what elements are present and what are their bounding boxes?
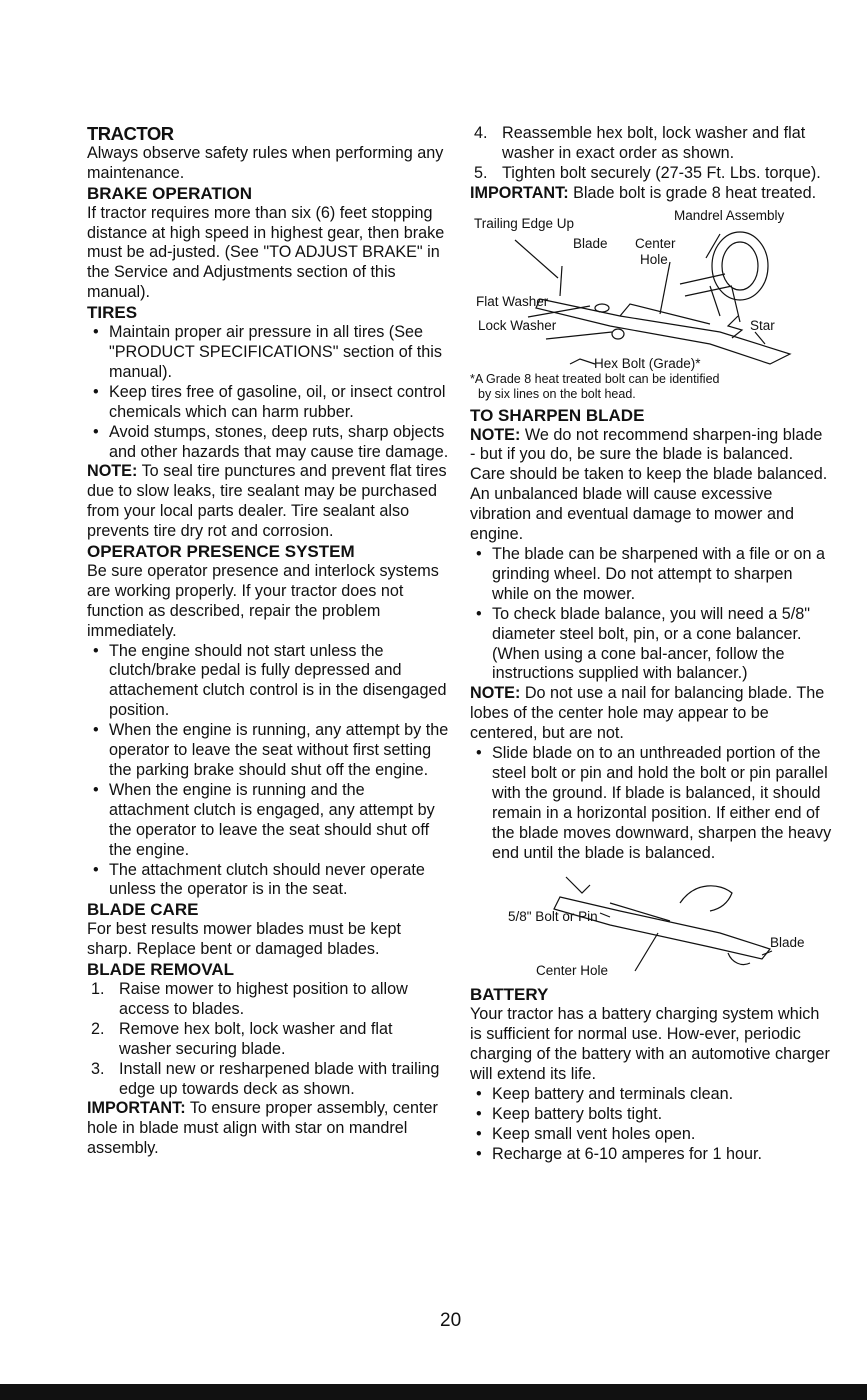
list-item: • The engine should not start unless the clutch/brake pedal is fully depressed and attachement clutch control is in the disengaged position. — [87, 642, 449, 722]
right-column — [470, 124, 832, 1165]
step-text: Install new or resharpened blade with trailing edge up towards deck as shown. — [119, 1059, 440, 1098]
ops-bullets — [87, 642, 449, 901]
list-item: • The blade can be sharpened with a file or on a grinding wheel. Do not attempt to sharpen while on the mower. — [470, 545, 832, 605]
battery-heading: BATTERY — [470, 985, 549, 1005]
hex-bolt-label: Hex Bolt (Grade)* — [594, 355, 701, 371]
list-item: • Avoid stumps, stones, deep ruts, sharp objects and other hazards that may cause tire damage. — [87, 423, 449, 463]
bolt-pin-label: 5/8" Bolt or Pin — [508, 909, 598, 925]
sharpen-text: Care should be taken to keep the blade balanced. An unbalanced blade will cause excessive vibration and eventual damage to mower and engine. — [470, 465, 828, 544]
list-item: • The attachment clutch should never operate unless the operator is in the seat. — [87, 861, 449, 901]
list-item: • Slide blade on to an unthreaded portion of the steel bolt or pin and hold the bolt or pin parallel with the ground. If blade is balanced, it should remain in a horizontal position. If either end of the blade moves downward, sharpen the heavy end until the blade is balanced. — [470, 744, 832, 863]
tractor-heading: TRACTOR — [87, 123, 174, 144]
list-item: • Recharge at 6-10 amperes for 1 hour. — [470, 1145, 832, 1165]
note-text: Do not use a nail for balancing blade. The lobes of the center hole may appear to be centered, but are not. — [470, 684, 825, 743]
center-hole-label-1: Center — [635, 235, 676, 251]
tires-bullets — [87, 323, 449, 462]
blade-removal-heading: BLADE REMOVAL — [87, 960, 235, 980]
bolt-pin-shape — [610, 903, 670, 921]
brake-text: If tractor requires more than six (6) feet stopping distance at high speed in highest gear, then brake must be ad-justed. (See "TO ADJUST BRAKE" in the Service and Adjustments section of this manual). — [87, 203, 445, 302]
trailing-edge-label: Trailing Edge Up — [474, 215, 575, 231]
balance-note — [470, 684, 832, 744]
important-note — [87, 1099, 449, 1159]
flat-washer-label: Flat Washer — [476, 293, 549, 309]
blade-edge — [620, 304, 710, 324]
list-item — [470, 124, 832, 164]
list-item — [87, 1020, 449, 1060]
blade-care-text: For best results mower blades must be kept sharp. Replace bent or damaged blades. — [87, 920, 401, 959]
mandrel-label: Mandrel Assembly — [674, 207, 785, 223]
blade-label: Blade — [770, 935, 805, 951]
step-number: 5. — [474, 163, 488, 182]
list-item: • When the engine is running and the attachment clutch is engaged, any attempt by the operator to leave the seat should shut off the engine. — [87, 781, 449, 861]
left-column — [87, 124, 449, 1159]
list-item — [87, 980, 449, 1020]
step-number: 4. — [474, 124, 488, 142]
step-text: Raise mower to highest position to allow access to blades. — [119, 979, 408, 1018]
important-text: Blade bolt is grade 8 heat treated. — [568, 183, 817, 202]
lock-washer — [612, 329, 624, 339]
center-hole-label: Center Hole — [536, 963, 609, 979]
tractor-intro: Always observe safety rules when performing any maintenance. — [87, 143, 444, 182]
flat-washer — [595, 304, 609, 312]
list-item: • Keep tires free of gasoline, oil, or insect control chemicals which can harm rubber. — [87, 383, 449, 423]
list-item: • Keep battery and terminals clean. — [470, 1085, 832, 1105]
sharpen-bullets — [470, 545, 832, 684]
step-number: 1. — [91, 979, 105, 998]
ops-text: Be sure operator presence and interlock systems are working properly. If your tractor does not function as described, repair the problem immediately. — [87, 561, 439, 640]
battery-text: Your tractor has a battery charging system which is sufficient for normal use. How-ever, periodic charging of the battery with an automotive charger will extend its life. — [470, 1005, 830, 1084]
caption-line: *A Grade 8 heat treated bolt can be identified — [470, 371, 720, 386]
hex-bolt — [570, 359, 595, 364]
step-number: 2. — [91, 1019, 105, 1038]
note-label: NOTE: — [470, 684, 521, 703]
sharpen-heading: TO SHARPEN BLADE — [470, 405, 645, 425]
blade-assembly-figure — [470, 204, 832, 372]
blade-tip — [566, 877, 590, 893]
tires-heading: TIRES — [87, 303, 138, 323]
list-item: • Keep battery bolts tight. — [470, 1105, 832, 1125]
important-note — [470, 184, 832, 204]
important-label: IMPORTANT: — [87, 1099, 186, 1118]
important-label: IMPORTANT: — [470, 183, 569, 202]
reassembly-steps — [470, 124, 832, 184]
tires-note — [87, 462, 449, 542]
figure-caption — [470, 372, 832, 402]
center-hole-label-2: Hole — [640, 251, 668, 267]
list-item: • To check blade balance, you will need a 5/8" diameter steel bolt, pin, or a cone balancer. (When using a cone bal-ancer, follow the instructions supplied with balancer.) — [470, 605, 832, 685]
hand-shape — [680, 886, 732, 911]
list-item: • Maintain proper air pressure in all tires (See "PRODUCT SPECIFICATIONS" section of this manual). — [87, 323, 449, 383]
blade-label: Blade — [573, 235, 608, 251]
battery-bullets — [470, 1085, 832, 1165]
step-number: 3. — [91, 1059, 105, 1078]
list-item: • When the engine is running, any attempt by the operator to leave the seat without first setting the parking brake should shut off the engine. — [87, 721, 449, 781]
ops-heading: OPERATOR PRESENCE SYSTEM — [87, 542, 355, 562]
list-item — [470, 164, 832, 184]
blade-removal-steps — [87, 980, 449, 1099]
balance-bullets — [470, 744, 832, 863]
star-label: Star — [750, 317, 775, 333]
balance-figure — [470, 863, 832, 985]
note-text: To seal tire punctures and prevent flat tires due to slow leaks, tire sealant may be purchased from your local parts dealer. Tire sealant also prevents tire dry rot and corrosion. — [87, 462, 447, 541]
list-item — [87, 1060, 449, 1100]
note-label: NOTE: — [470, 425, 521, 444]
lock-washer-label: Lock Washer — [478, 317, 557, 333]
note-text: We do not recommend sharpen-ing blade - but if you do, be sure the blade is balanced. — [470, 425, 823, 464]
page-number: 20 — [440, 1310, 462, 1331]
brake-heading: BRAKE OPERATION — [87, 183, 252, 203]
note-label: NOTE: — [87, 462, 138, 481]
blade-shape — [554, 897, 770, 959]
bottom-divider — [0, 1384, 867, 1400]
blade-care-heading: BLADE CARE — [87, 900, 199, 920]
sharpen-note — [470, 426, 832, 466]
step-text: Tighten bolt securely (27-35 Ft. Lbs. torque). — [502, 163, 821, 182]
caption-line: by six lines on the bolt head. — [478, 386, 636, 401]
step-text: Remove hex bolt, lock washer and flat washer securing blade. — [119, 1019, 393, 1058]
balance-drawing — [470, 863, 832, 985]
list-item: • Keep small vent holes open. — [470, 1125, 832, 1145]
important-text: To ensure proper assembly, center hole in blade must align with star on mandrel assembly. — [87, 1099, 438, 1158]
step-text: Reassemble hex bolt, lock washer and flat washer in exact order as shown. — [502, 124, 806, 162]
